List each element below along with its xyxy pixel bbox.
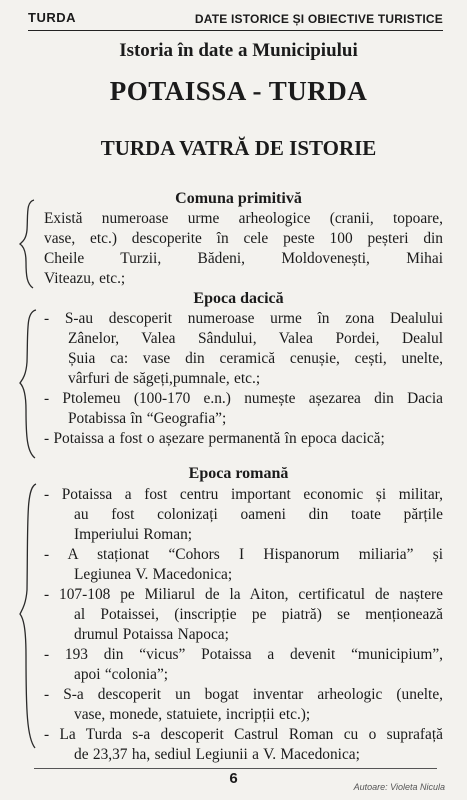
text-line: - 193 din “vicus” Potaissa a devenit “municipium”, [44,646,443,663]
text-line: - S-au descoperit numeroase urme în zona Dealului [44,310,443,327]
text-line: vase, etc.) descoperite în cele peste 100 peșteri din [44,230,443,247]
text-line: Viteazu, etc.; [44,270,126,287]
text-line: - 107-108 pe Miliarul de la Aiton, certificatul de naștere [44,586,443,603]
text-line: - Potaissa a fost o așezare permanentă în epoca dacică; [44,430,385,447]
list-item [44,545,443,585]
list-item [44,645,443,685]
text-line: Potabissa în “Geografia”; [68,410,227,427]
paragraph-comuna-primitiva [44,209,443,289]
heading-comuna-primitiva: Comuna primitivă [175,190,302,207]
list-epoca-dacica [44,309,443,449]
section-title: TURDA VATRĂ DE ISTORIE [100,136,377,160]
list-item [44,309,443,389]
text-line: vase, monede, statuiete, incripții etc.); [74,706,311,723]
list-item [44,725,443,765]
text-line: - La Turda s-a descoperit Castrul Roman cu o suprafață [44,726,443,743]
text-line: - A staționat “Cohors I Hispanorum miliaria” și [44,546,443,563]
text-line: Există numeroase urme arheologice (cranii, topoare, [44,210,443,227]
heading-epoca-dacica: Epoca dacică [193,290,284,307]
text-line: de 23,37 ha, sediul Legiunii a V. Macedonica; [74,746,360,763]
text-line: drumul Potaissa Napoca; [74,626,229,643]
list-item [44,389,443,429]
handwritten-brace-mark [18,196,40,292]
page-title-line2: POTAISSA - TURDA [109,76,368,106]
heading-epoca-romana: Epoca romană [188,465,289,482]
text-line: Cheile Turzii, Bădeni, Moldovenești, Mihai [44,250,443,267]
text-line: apoi “colonia”; [74,666,169,683]
handwritten-brace-mark [18,480,40,752]
header-city: TURDA [28,10,76,25]
text-line: - S-a descoperit un bogat inventar arheologic (unelte, [44,686,443,703]
header-book-title: DATE ISTORICE ȘI OBIECTIVE TURISTICE [194,12,443,26]
list-item [44,429,443,449]
text-line: Zânelor, Valea Sândului, Valea Pordei, Dealul [68,330,443,347]
running-header [28,10,443,31]
page-number: 6 [229,770,238,787]
text-line: - Potaissa a fost centru important economic și militar, [44,486,443,503]
author-credit: Autoare: Violeta Nicula [353,782,445,792]
list-item [44,485,443,545]
text-line: al Potaissei, (inscripție pe piatră) se menționează [74,606,443,623]
list-item [44,685,443,725]
text-line: Șuia ca: vase din ceramică cenușie, cești, unelte, [68,350,443,367]
text-line: au fost colonizați oameni din toate părțile [74,506,443,523]
text-line: Imperiului Roman; [74,526,193,543]
list-item [44,585,443,645]
text-line: Legiunea V. Macedonica; [74,566,233,583]
handwritten-brace-mark [18,306,40,462]
page-title-line1: Istoria în date a Municipiului [119,40,358,61]
list-epoca-romana [44,485,443,765]
footer-divider [34,768,437,769]
text-line: vârfuri de săgeți,pumnale, etc.; [68,370,261,387]
text-line: - Ptolemeu (100-170 e.n.) numește așezarea din Dacia [44,390,443,407]
